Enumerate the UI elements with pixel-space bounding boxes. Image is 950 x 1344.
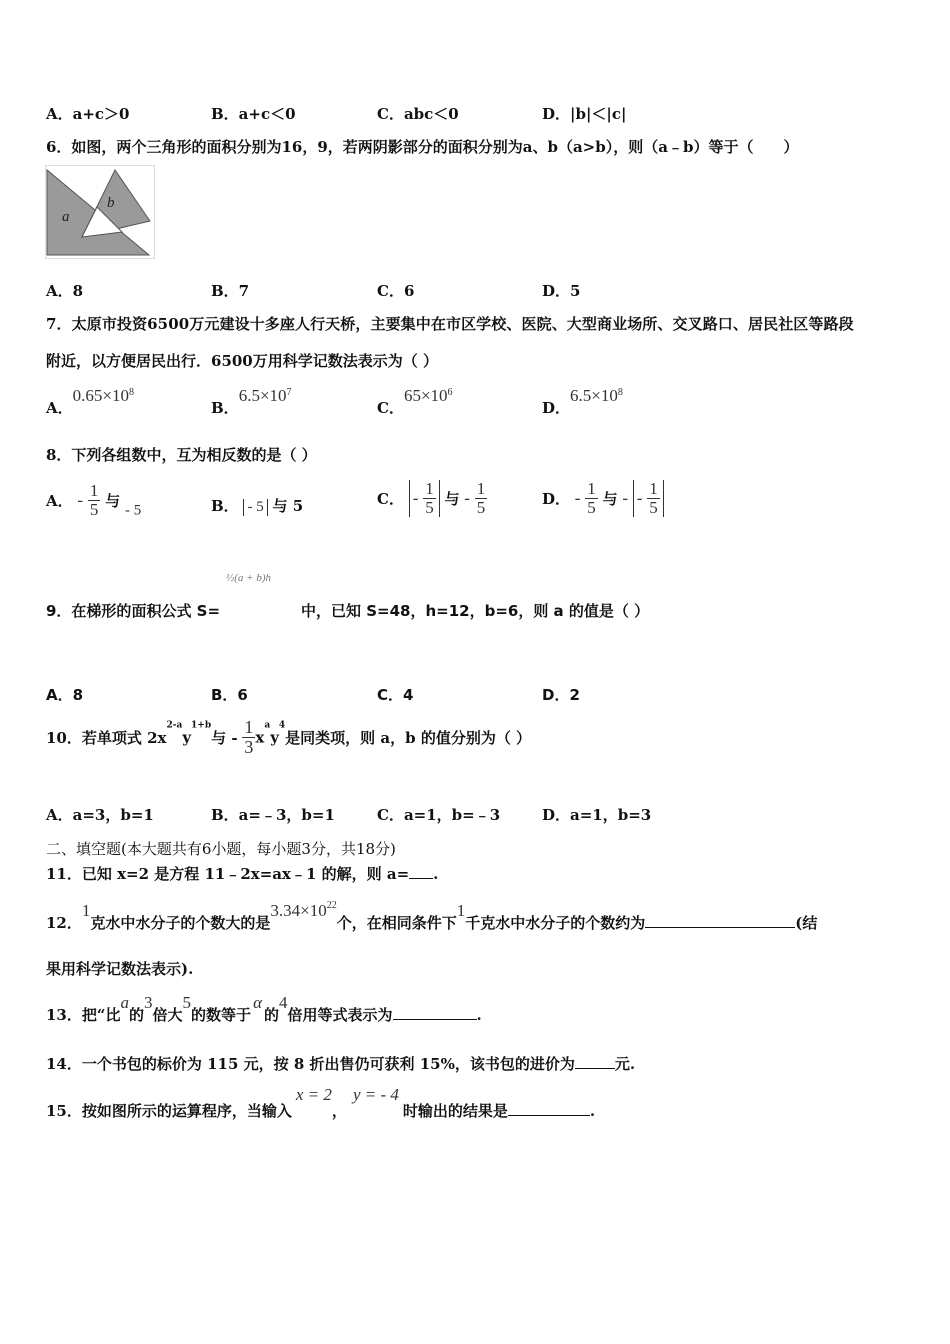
q6-stem: 6．如图，两个三角形的面积分别为16，9，若两阴影部分的面积分别为a、b（a>b），则（a﹣b）等于（ ）: [46, 138, 799, 156]
q7-option-c: C．$65\times 10^6$: [377, 386, 453, 417]
q10-option-d: D．a=1，b=3: [542, 806, 652, 824]
q5-option-a: A．a+c＞0: [46, 105, 130, 123]
q9-stem-post: 中，已知 S=48，h=12，b=6，则 a 的值是（ ）: [301, 602, 650, 620]
q6-triangle-figure: [45, 165, 155, 259]
q14-answer-blank: [575, 1054, 615, 1069]
q14: 14．一个书包的标价为 115 元，按 8 折出售仍可获利 15%，该书包的进价为 元.: [46, 1055, 636, 1073]
q9-stem-pre: 9．在梯形的面积公式 S=: [46, 602, 221, 620]
q6-option-b: B．7: [211, 282, 250, 300]
q7-option-a: A．$0.65\times 10^8$: [46, 386, 134, 417]
q8-option-a: A． - $\frac{1}{5}$ 与 - 5: [46, 481, 142, 519]
q15: 15．按如图所示的运算程序，当输入x = 2，y = - 4时输出的结果是 .: [46, 1085, 596, 1120]
q5-option-b: B．a+c＜0: [211, 105, 296, 123]
q7-option-d: D．$6.5\times 10^8$: [542, 386, 623, 417]
q6-figure-label-b: b: [107, 195, 115, 211]
q8-option-d: D． - $\frac{1}{5}$ 与 - - $\frac{1}{5}$: [542, 480, 664, 517]
q13-answer-blank: [393, 1005, 477, 1020]
q6-option-d: D．5: [542, 282, 581, 300]
q6-option-a: A．8: [46, 282, 84, 300]
q9-option-c: C．4: [377, 686, 414, 704]
q8-option-b: B． - 5 与 5: [211, 497, 304, 515]
q9-formula-image: ½(a + b)h: [226, 572, 271, 584]
q10-option-c: C．a=1，b=﹣3: [377, 806, 501, 824]
q12-line1: 12．1克水中水分子的个数大的是$3.34\times 10^{22}$个，在相同条件下1千克水中水分子的个数约为 (结: [46, 900, 818, 932]
q8-option-c: C． - $\frac{1}{5}$ 与 - $\frac{1}{5}$: [377, 479, 486, 517]
q9-option-a: A．8: [46, 686, 84, 704]
q12-line2: 果用科学记数法表示).: [46, 960, 194, 978]
q12-answer-blank: [645, 913, 795, 928]
q5-option-c: C．abc＜0: [377, 105, 459, 123]
q9-option-b: B．6: [211, 686, 248, 704]
q10-option-a: A．a=3，b=1: [46, 806, 154, 824]
q5-option-d: D．|b|＜|c|: [542, 105, 627, 123]
section2-heading: 二、填空题(本大题共有6小题，每小题3分，共18分): [46, 840, 396, 858]
q15-answer-blank: [508, 1101, 590, 1116]
q13: 13．把“比a的3倍大5的数等于α的4倍用等式表示为 .: [46, 993, 482, 1024]
q11-answer-blank: [409, 864, 433, 879]
q9-option-d: D．2: [542, 686, 580, 704]
q10-stem: 10．若单项式 $2x^{2-a}y^{1+b}$与 - $\frac{1}{3}$ $x^ay^4$是同类项，则 a，b 的值分别为（ ）: [46, 717, 532, 757]
q8-stem: 8．下列各组数中，互为相反数的是（ ）: [46, 446, 317, 464]
q7-stem-line1: 7．太原市投资6500万元建设十多座人行天桥，主要集中在市区学校、医院、大型商业场所、交叉路口、居民社区等路段: [46, 315, 854, 333]
q7-option-b: B．$6.5\times 10^7$: [211, 386, 292, 417]
q10-option-b: B．a=﹣3，b=1: [211, 806, 335, 824]
q11: 11．已知 x=2 是方程 11﹣2x=ax﹣1 的解，则 a= .: [46, 865, 439, 883]
q6-figure-label-a: a: [62, 209, 70, 225]
q6-option-c: C．6: [377, 282, 415, 300]
q7-stem-line2: 附近，以方便居民出行．6500万用科学记数法表示为（ ）: [46, 352, 438, 370]
